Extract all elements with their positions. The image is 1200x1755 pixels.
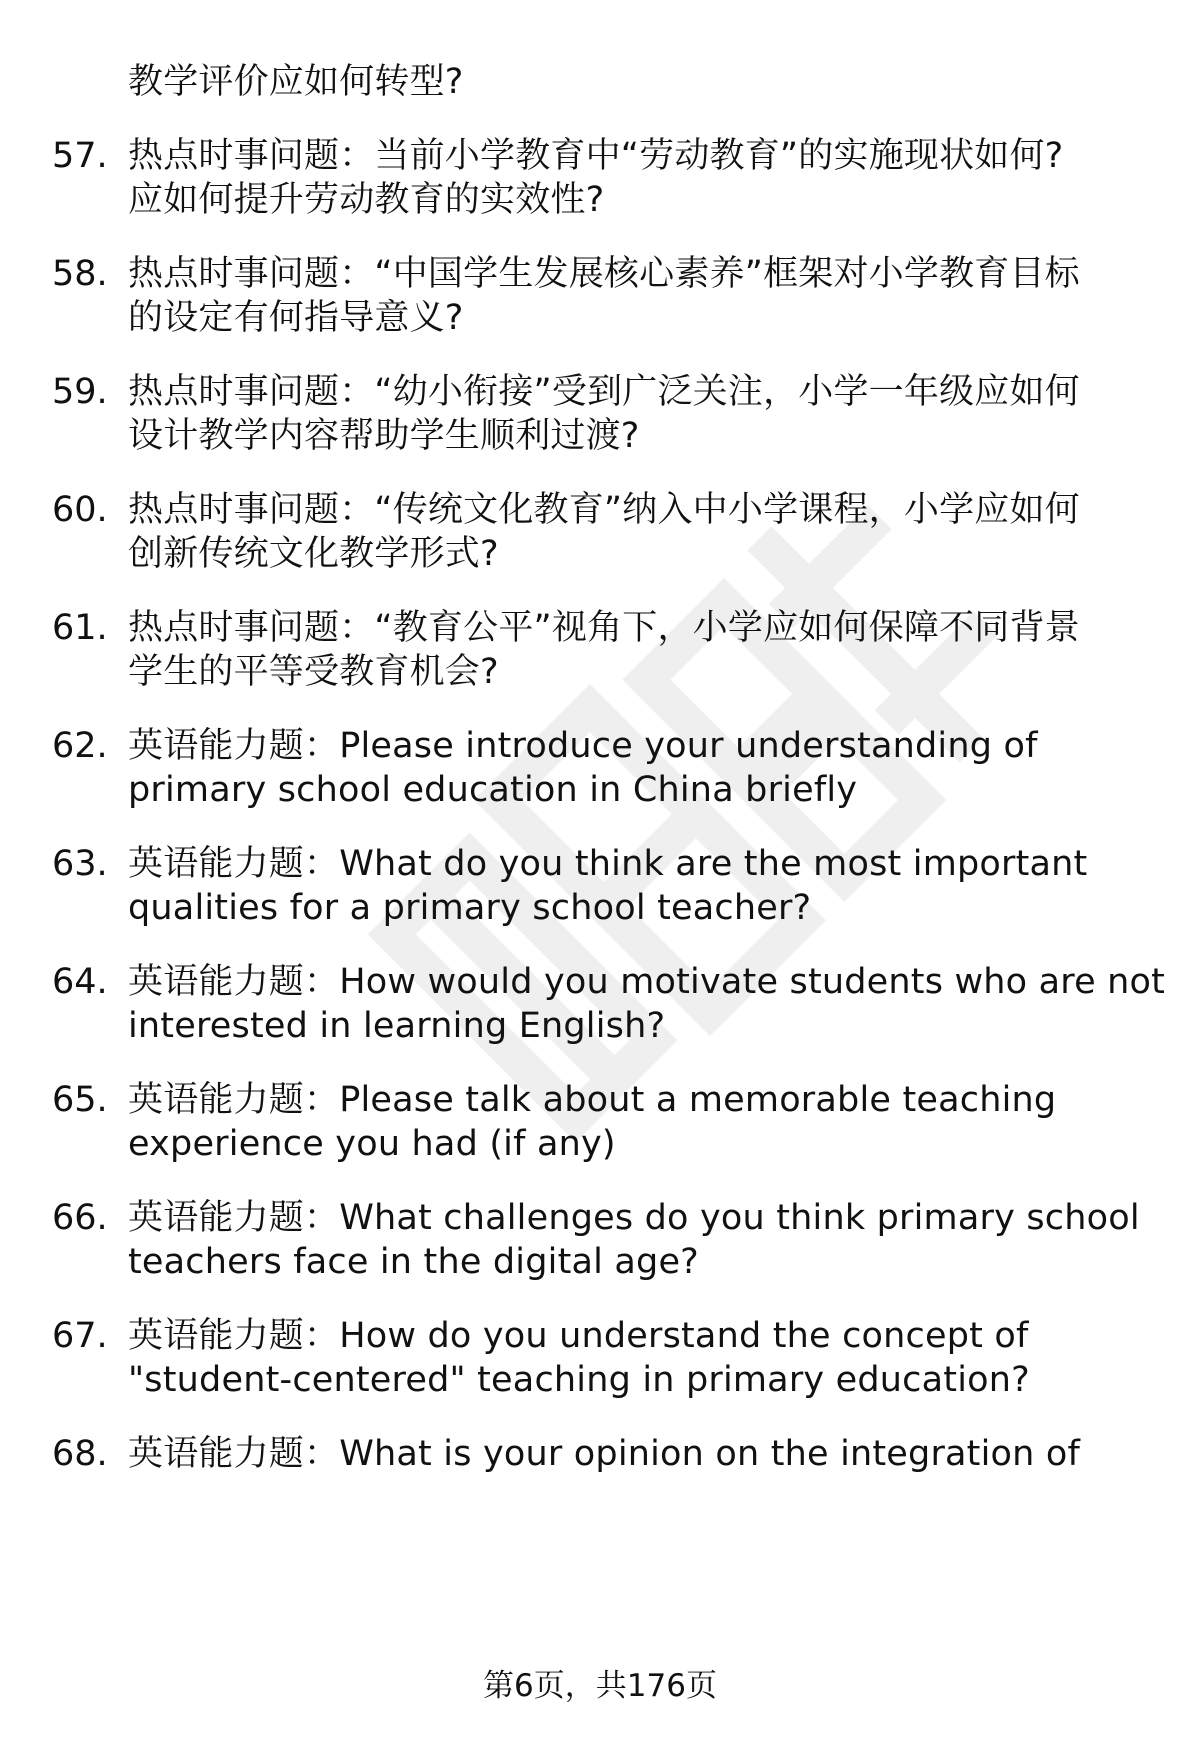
question-text-line1: 热点时事问题：“中国学生发展核心素养”框架对小学教育目标: [128, 254, 1080, 294]
question-number: 64.: [52, 962, 108, 1002]
question-number: 57.: [52, 136, 108, 176]
question-text-line1: 英语能力题：How do you understand the concept of: [128, 1316, 1029, 1356]
question-text-line2: 的设定有何指导意义?: [128, 298, 464, 338]
question-text-line1: 热点时事问题：“教育公平”视角下，小学应如何保障不同背景: [128, 608, 1080, 648]
question-number: 60.: [52, 490, 108, 530]
question-number: 65.: [52, 1080, 108, 1120]
question-number: 61.: [52, 608, 108, 648]
lead-in-line: 教学评价应如何转型?: [128, 62, 464, 102]
question-text-line2: 设计教学内容帮助学生顺利过渡?: [128, 416, 640, 456]
question-text-line2: 创新传统文化教学形式?: [128, 534, 499, 574]
question-text-line2: 学生的平等受教育机会?: [128, 652, 499, 692]
question-number: 68.: [52, 1434, 108, 1474]
question-number: 62.: [52, 726, 108, 766]
question-text-line1: 热点时事问题：“传统文化教育”纳入中小学课程，小学应如何: [128, 490, 1080, 530]
question-text-line2: teachers face in the digital age?: [128, 1242, 699, 1282]
question-number: 63.: [52, 844, 108, 884]
question-text-line1: 热点时事问题：“幼小衔接”受到广泛关注，小学一年级应如何: [128, 372, 1080, 412]
question-number: 59.: [52, 372, 108, 412]
question-number: 66.: [52, 1198, 108, 1238]
question-text-line2: primary school education in China briefly: [128, 770, 858, 810]
question-text-line1: 英语能力题：What is your opinion on the integration of: [128, 1434, 1080, 1474]
question-text-line2: qualities for a primary school teacher?: [128, 888, 812, 928]
question-text-line2: "student-centered" teaching in primary education?: [128, 1360, 1030, 1400]
question-text-line1: 英语能力题：How would you motivate students who are not: [128, 962, 1166, 1002]
question-text-line1: 英语能力题：What challenges do you think primary school: [128, 1198, 1140, 1238]
question-text-line2: interested in learning English?: [128, 1006, 666, 1046]
question-number: 58.: [52, 254, 108, 294]
question-text-line2: 应如何提升劳动教育的实效性?: [128, 180, 605, 220]
question-text-line1: 英语能力题：What do you think are the most important: [128, 844, 1088, 884]
page-indicator: 第6页，共176页: [483, 1668, 717, 1704]
question-text-line1: 热点时事问题：当前小学教育中“劳动教育”的实施现状如何?: [128, 136, 1064, 176]
question-text-line1: 英语能力题：Please introduce your understanding of: [128, 726, 1038, 766]
question-text-line1: 英语能力题：Please talk about a memorable teaching: [128, 1080, 1057, 1120]
question-text-line2: experience you had (if any): [128, 1124, 616, 1164]
question-number: 67.: [52, 1316, 108, 1356]
